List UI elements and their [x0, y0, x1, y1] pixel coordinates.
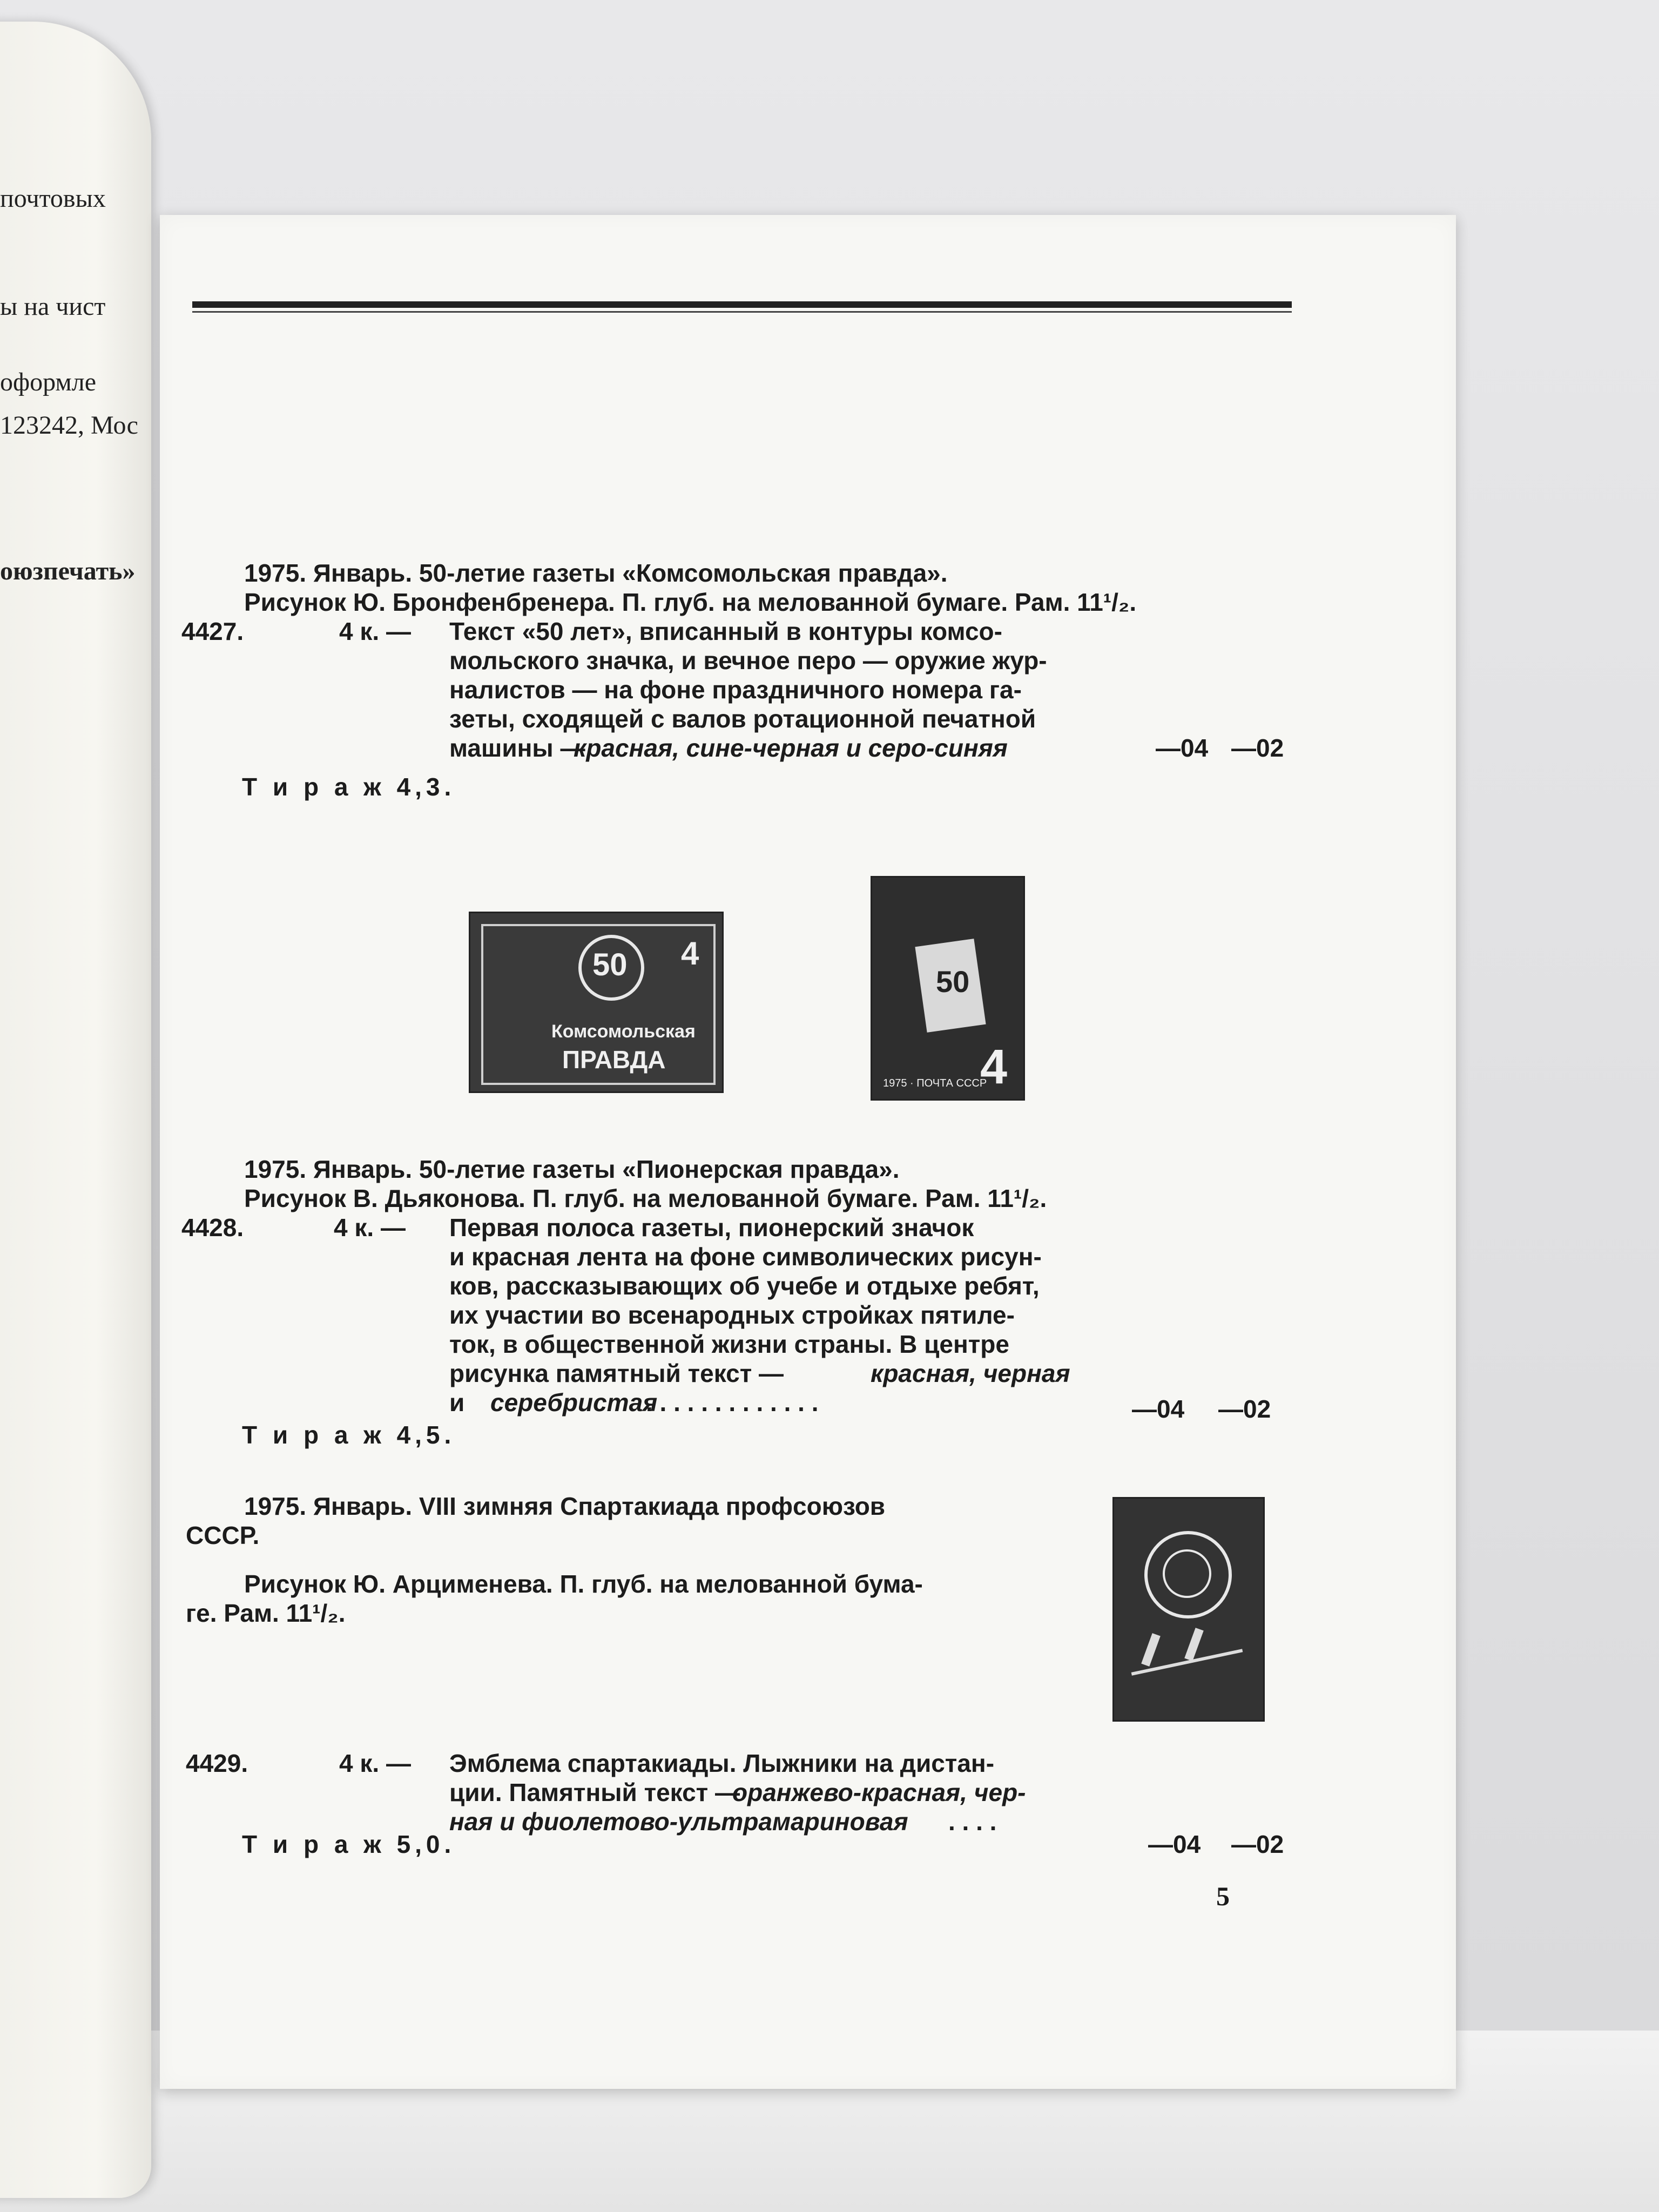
- entry-description-line: ков, рассказывающих об учебе и отдыхе ребят,: [449, 1272, 1040, 1300]
- entry-artist: ге. Рам. 11¹/₂.: [186, 1599, 346, 1627]
- entry-description-line: и красная лента на фоне символических рисун-: [449, 1243, 1042, 1271]
- entry-description-line: мольского значка, и вечное перо — оружие жур-: [449, 646, 1047, 675]
- stamp-value: 4: [980, 1040, 1008, 1094]
- left-fragment: оюзпечать»: [0, 557, 136, 585]
- stamp-caption: 1975 · ПОЧТА СССР: [883, 1077, 987, 1089]
- entry-colors: оранжево-красная, чер-: [732, 1778, 1026, 1806]
- entry-number: 4427.: [181, 617, 244, 645]
- entry-heading: СССР.: [186, 1521, 260, 1549]
- entry-artist: Рисунок Ю. Бронфенбренера. П. глуб. на мелованной бумаге. Рам. 11¹/₂.: [244, 588, 1137, 616]
- entry-value: 4 к. —: [339, 617, 411, 645]
- entry-number: 4429.: [186, 1749, 248, 1777]
- stamp-value: 4: [681, 935, 699, 972]
- entry-description-line: налистов — на фоне праздничного номера га-: [449, 676, 1022, 704]
- entry-heading: 1975. Январь. 50-летие газеты «Комсомольская правда».: [244, 559, 948, 587]
- entry-artist: Рисунок Ю. Арцименева. П. глуб. на мелованной бума-: [244, 1570, 923, 1598]
- entry-description-line: Первая полоса газеты, пионерский значок: [449, 1213, 974, 1242]
- stamp-text: ПРАВДА: [562, 1046, 666, 1074]
- entry-heading: 1975. Январь. VIII зимняя Спартакиада профсоюзов: [244, 1492, 886, 1520]
- entry-value: 4 к. —: [339, 1749, 411, 1777]
- left-fragment: ы на чист: [0, 292, 106, 321]
- entry-description-line: их участии во всенародных стройках пятиле-: [449, 1301, 1015, 1329]
- entry-colors: красная, сине-черная и серо-синяя: [574, 734, 1008, 762]
- left-fragment: 123242, Мос: [0, 411, 138, 440]
- entry-description-line: и: [449, 1388, 465, 1417]
- page-number: 5: [1216, 1881, 1230, 1911]
- entry-colors: красная, черная: [871, 1359, 1070, 1387]
- price-mint: —04: [1132, 1395, 1185, 1423]
- entry-number: 4428.: [181, 1213, 244, 1242]
- catalog-page: [160, 215, 1456, 2089]
- stamp-text: 50: [936, 965, 970, 999]
- leader-dots: . . . . . . . . . . . . .: [646, 1388, 819, 1417]
- stamp-image-komsomolskaya: [469, 912, 724, 1093]
- left-page: [0, 22, 151, 2198]
- top-rule: [192, 301, 1292, 308]
- price-mint: —04: [1156, 734, 1209, 762]
- price-used: —02: [1231, 1830, 1284, 1858]
- entry-description-line: рисунка памятный текст —: [449, 1359, 784, 1387]
- entry-artist: Рисунок В. Дьяконова. П. глуб. на мелованной бумаге. Рам. 11¹/₂.: [244, 1184, 1047, 1212]
- print-run: Т и р а ж 5,0.: [242, 1830, 456, 1858]
- entry-description-line: ток, в общественной жизни страны. В центре: [449, 1330, 1009, 1358]
- entry-description-line: Эмблема спартакиады. Лыжники на дистан-: [449, 1749, 995, 1777]
- skier-figure: [1184, 1628, 1204, 1661]
- price-mint: —04: [1148, 1830, 1201, 1858]
- leader-dots: . . . .: [948, 1808, 997, 1836]
- stamp-image-pionerskaya: [871, 876, 1025, 1101]
- stamp-text: 50: [592, 947, 628, 982]
- entry-description-line: ции. Памятный текст —: [449, 1778, 740, 1806]
- emblem-inner-icon: [1163, 1549, 1211, 1598]
- left-fragment: оформле: [0, 368, 97, 396]
- top-rule-thin: [192, 311, 1292, 313]
- entry-heading: 1975. Январь. 50-летие газеты «Пионерская правда».: [244, 1155, 900, 1183]
- print-run: Т и р а ж 4,3.: [242, 773, 456, 801]
- entry-colors: ная и фиолетово-ультрамариновая: [449, 1808, 908, 1836]
- entry-description-line: зеты, сходящей с валов ротационной печатной: [449, 705, 1036, 733]
- stamp-image-spartakiada: [1112, 1497, 1265, 1722]
- price-used: —02: [1218, 1395, 1271, 1423]
- skier-figure: [1141, 1633, 1161, 1667]
- entry-colors: серебристая: [490, 1388, 658, 1417]
- entry-description-line: Текст «50 лет», вписанный в контуры комсо-: [449, 617, 1002, 645]
- left-fragment: почтовых: [0, 184, 106, 213]
- price-used: —02: [1231, 734, 1284, 762]
- entry-description-line: машины —: [449, 734, 585, 762]
- stamp-text: Комсомольская: [551, 1021, 696, 1042]
- print-run: Т и р а ж 4,5.: [242, 1421, 456, 1449]
- entry-value: 4 к. —: [334, 1213, 406, 1242]
